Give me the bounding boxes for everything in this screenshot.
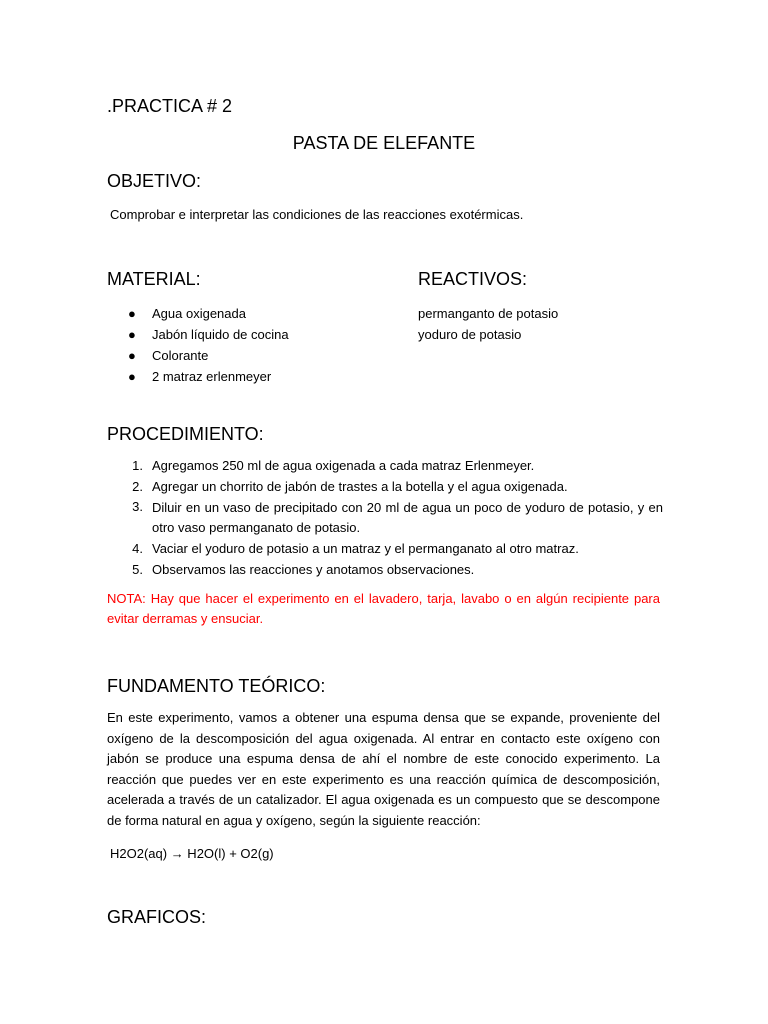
list-item: 4. Vaciar el yoduro de potasio a un matraz y el permanganato al otro matraz. — [107, 538, 663, 559]
objetivo-text: Comprobar e interpretar las condiciones de las reacciones exotérmicas. — [110, 207, 524, 222]
list-item: ● Colorante — [107, 345, 397, 366]
graficos-heading: GRAFICOS: — [107, 907, 207, 927]
reaction-equation: H2O2(aq) → H2O(l) + O2(g) — [110, 846, 274, 861]
list-item: ● Jabón líquido de cocina — [107, 324, 397, 345]
step-number: 3. — [132, 499, 143, 514]
material-heading: MATERIAL: — [107, 269, 201, 289]
bullet-icon: ● — [128, 369, 136, 384]
procedimiento-list — [107, 455, 663, 580]
fundamento-text: En este experimento, vamos a obtener una espuma densa que se expande, proveniente del oxígeno de la descomposición del agua oxigenada. Al entrar en contacto este oxígeno con jabón se produce una espuma densa de ahí el nombre de este conocido experimento. La reacción que puedes ver en este experimento es una reacción química de descomposición, acelerada a través de un catalizador. El agua oxigenada es un compuesto que se descompone de forma natural en agua y oxígeno, según la siguiente reacción: — [107, 710, 660, 828]
list-item: ● Agua oxigenada — [107, 303, 397, 324]
list-item: yoduro de potasio — [418, 327, 522, 342]
list-item: permanganto de potasio — [418, 306, 559, 321]
list-item: 1. Agregamos 250 ml de agua oxigenada a cada matraz Erlenmeyer. — [107, 455, 663, 476]
reactivos-list — [418, 303, 718, 345]
material-list — [107, 303, 397, 387]
bullet-icon: ● — [128, 327, 136, 342]
step-number: 4. — [132, 541, 143, 556]
bullet-icon: ● — [128, 348, 136, 363]
list-item: ● 2 matraz erlenmeyer — [107, 366, 397, 387]
document-title: PASTA DE ELEFANTE — [292, 133, 476, 153]
nota-text: NOTA: Hay que hacer el experimento en el lavadero, tarja, lavabo o en algún recipiente para evitar derramas y ensuciar. — [107, 591, 660, 626]
reactivos-heading: REACTIVOS: — [418, 269, 528, 289]
list-item: 2. Agregar un chorrito de jabón de trastes a la botella y el agua oxigenada. — [107, 476, 663, 497]
list-item: 3. Diluir en un vaso de precipitado con 20 ml de agua un poco de yoduro de potasio, y en otro vaso permanganato de potasio. — [107, 497, 663, 538]
bullet-icon: ● — [128, 306, 136, 321]
step-number: 2. — [132, 479, 143, 494]
step-number: 1. — [132, 458, 143, 473]
list-item: 5. Observamos las reacciones y anotamos observaciones. — [107, 559, 663, 580]
practice-label: .PRACTICA # 2 — [107, 96, 233, 116]
fundamento-heading: FUNDAMENTO TEÓRICO: — [107, 676, 326, 696]
step-number: 5. — [132, 562, 143, 577]
procedimiento-heading: PROCEDIMIENTO: — [107, 424, 264, 444]
objetivo-heading: OBJETIVO: — [107, 171, 202, 191]
